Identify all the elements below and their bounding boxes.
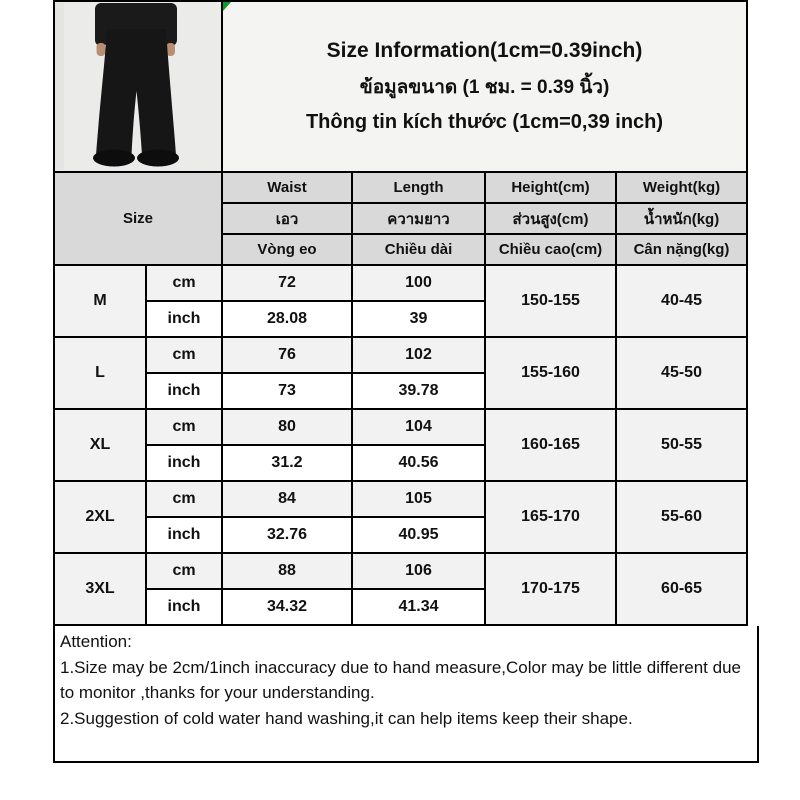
height-range-3xl: 170-175 bbox=[485, 553, 616, 625]
title-vietnamese: Thông tin kích thước (1cm=0,39 inch) bbox=[305, 111, 664, 133]
unit-label-inch: inch bbox=[146, 517, 222, 553]
size-label-3xl: 3XL bbox=[54, 553, 146, 625]
black-pants-model-image bbox=[55, 3, 219, 170]
weight-range-2xl: 55-60 bbox=[616, 481, 747, 553]
col-header-weight-en: Weight(kg) bbox=[616, 172, 747, 203]
length-inch-2xl: 40.95 bbox=[352, 517, 485, 553]
unit-label-inch: inch bbox=[146, 373, 222, 409]
unit-label-cm: cm bbox=[146, 265, 222, 301]
col-header-waist-th: เอว bbox=[222, 203, 352, 234]
title-block bbox=[222, 1, 747, 172]
waist-cm-m: 72 bbox=[222, 265, 352, 301]
unit-label-inch: inch bbox=[146, 589, 222, 625]
height-range-xl: 160-165 bbox=[485, 409, 616, 481]
table-row-m-cm bbox=[54, 265, 747, 301]
waist-inch-3xl: 34.32 bbox=[222, 589, 352, 625]
length-cm-2xl: 105 bbox=[352, 481, 485, 517]
length-cm-3xl: 106 bbox=[352, 553, 485, 589]
size-label-xl: XL bbox=[54, 409, 146, 481]
length-cm-m: 100 bbox=[352, 265, 485, 301]
waist-inch-2xl: 32.76 bbox=[222, 517, 352, 553]
size-corner-label: Size bbox=[54, 172, 222, 265]
attention-heading: Attention: bbox=[60, 632, 132, 651]
product-photo bbox=[54, 1, 222, 172]
col-header-height-th: ส่วนสูง(cm) bbox=[485, 203, 616, 234]
col-header-weight-vi: Cân nặng(kg) bbox=[616, 234, 747, 265]
weight-range-3xl: 60-65 bbox=[616, 553, 747, 625]
waist-cm-xl: 80 bbox=[222, 409, 352, 445]
weight-range-l: 45-50 bbox=[616, 337, 747, 409]
unit-label-cm: cm bbox=[146, 553, 222, 589]
waist-cm-l: 76 bbox=[222, 337, 352, 373]
length-inch-xl: 40.56 bbox=[352, 445, 485, 481]
table-row-xl-cm bbox=[54, 409, 747, 445]
col-header-waist-vi: Vòng eo bbox=[222, 234, 352, 265]
waist-inch-xl: 31.2 bbox=[222, 445, 352, 481]
length-inch-l: 39.78 bbox=[352, 373, 485, 409]
table-row-l-cm bbox=[54, 337, 747, 373]
size-label-2xl: 2XL bbox=[54, 481, 146, 553]
waist-cm-2xl: 84 bbox=[222, 481, 352, 517]
length-cm-xl: 104 bbox=[352, 409, 485, 445]
length-inch-m: 39 bbox=[352, 301, 485, 337]
waist-cm-3xl: 88 bbox=[222, 553, 352, 589]
title-english: Size Information(1cm=0.39inch) bbox=[326, 39, 643, 62]
col-header-waist-en: Waist bbox=[222, 172, 352, 203]
height-range-m: 150-155 bbox=[485, 265, 616, 337]
unit-label-cm: cm bbox=[146, 481, 222, 517]
length-inch-3xl: 41.34 bbox=[352, 589, 485, 625]
col-header-height-vi: Chiều cao(cm) bbox=[485, 234, 616, 265]
size-chart-sheet bbox=[53, 0, 750, 763]
table-row-2xl-cm bbox=[54, 481, 747, 517]
height-range-2xl: 165-170 bbox=[485, 481, 616, 553]
col-header-length-th: ความยาว bbox=[352, 203, 485, 234]
attention-box bbox=[53, 626, 759, 763]
length-cm-l: 102 bbox=[352, 337, 485, 373]
col-header-weight-th: น้ำหนัก(kg) bbox=[616, 203, 747, 234]
weight-range-xl: 50-55 bbox=[616, 409, 747, 481]
title-thai: ข้อมูลขนาด (1 ชม. = 0.39 นิ้ว) bbox=[359, 77, 610, 98]
size-label-m: M bbox=[54, 265, 146, 337]
col-header-length-en: Length bbox=[352, 172, 485, 203]
unit-label-cm: cm bbox=[146, 337, 222, 373]
green-corner-marker-icon bbox=[223, 2, 231, 11]
col-header-length-vi: Chiều dài bbox=[352, 234, 485, 265]
size-table bbox=[53, 0, 748, 626]
col-header-height-en: Height(cm) bbox=[485, 172, 616, 203]
unit-label-cm: cm bbox=[146, 409, 222, 445]
weight-range-m: 40-45 bbox=[616, 265, 747, 337]
unit-label-inch: inch bbox=[146, 301, 222, 337]
table-row-3xl-cm bbox=[54, 553, 747, 589]
waist-inch-m: 28.08 bbox=[222, 301, 352, 337]
attention-note-2: 2.Suggestion of cold water hand washing,it can help items keep their shape. bbox=[60, 708, 633, 728]
height-range-l: 155-160 bbox=[485, 337, 616, 409]
attention-note-1: 1.Size may be 2cm/1inch inaccuracy due to hand measure,Color may be little different due to monitor ,thanks for your understanding. bbox=[60, 657, 741, 702]
waist-inch-l: 73 bbox=[222, 373, 352, 409]
unit-label-inch: inch bbox=[146, 445, 222, 481]
size-label-l: L bbox=[54, 337, 146, 409]
